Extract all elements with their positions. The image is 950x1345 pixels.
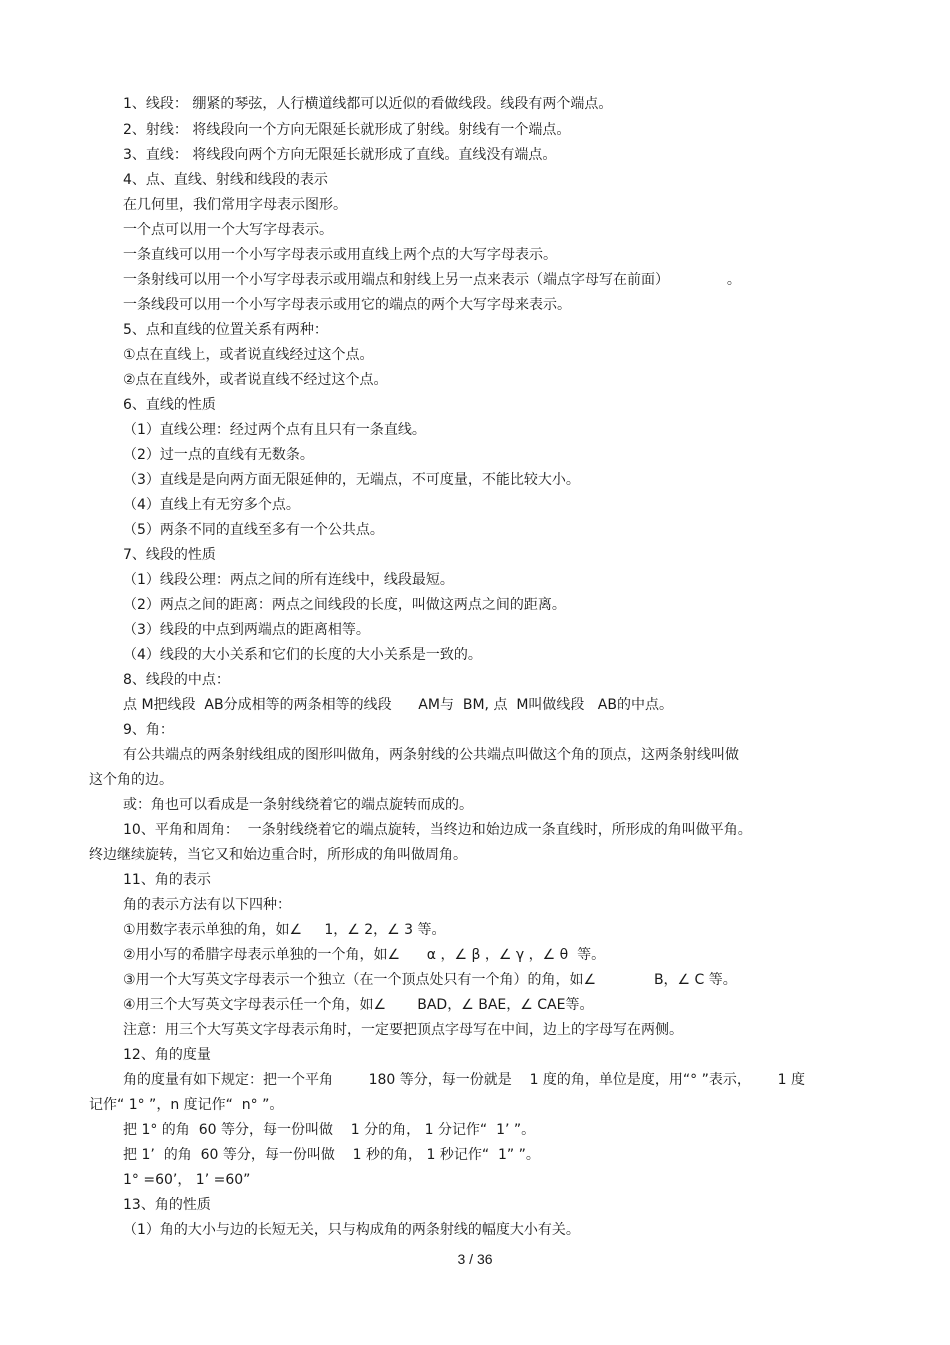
- text-line: 13、角的性质: [123, 1197, 211, 1213]
- text-line: 在几何里，我们常用字母表示图形。: [123, 197, 347, 213]
- text-line: 1、线段： 绷紧的琴弦，人行横道线都可以近似的看做线段。线段有两个端点。: [123, 96, 613, 112]
- text-line: 或：角也可以看成是一条射线绕着它的端点旋转而成的。: [123, 797, 473, 813]
- text-line: 记作“ 1° ”，n 度记作“ n° ”。: [89, 1097, 284, 1113]
- text-line: 1° =60’， 1’ =60”: [123, 1172, 251, 1188]
- text-line: （2）过一点的直线有无数条。: [123, 447, 314, 463]
- text-line: 终边继续旋转，当它又和始边重合时，所形成的角叫做周角。: [89, 847, 467, 863]
- text-line: ①点在直线上，或者说直线经过这个点。: [123, 347, 374, 363]
- page-number: 3 / 36: [457, 1251, 493, 1267]
- text-line: （3）线段的中点到两端点的距离相等。: [123, 622, 370, 638]
- text-line: （1）线段公理：两点之间的所有连线中，线段最短。: [123, 572, 454, 588]
- text-line: ②用小写的希腊字母表示单独的一个角，如∠ α ，∠ β ，∠ γ ，∠ θ 等。: [123, 947, 606, 963]
- text-line: 一条射线可以用一个小写字母表示或用端点和射线上另一点来表示（端点字母写在前面） 。: [123, 272, 741, 288]
- text-line: ①用数字表示单独的角，如∠ 1，∠ 2，∠ 3 等。: [123, 922, 446, 938]
- text-line: 9、角：: [123, 722, 174, 738]
- text-line: 一条线段可以用一个小写字母表示或用它的端点的两个大写字母来表示。: [123, 297, 571, 313]
- text-line: 10、平角和周角： 一条射线绕着它的端点旋转，当终边和始边成一条直线时，所形成的角叫做平角。: [123, 822, 752, 838]
- text-line: ③用一个大写英文字母表示一个独立（在一个顶点处只有一个角）的角，如∠ B，∠ C 等。: [123, 972, 737, 988]
- text-line: 2、射线： 将线段向一个方向无限延长就形成了射线。射线有一个端点。: [123, 122, 571, 138]
- text-line: 8、线段的中点：: [123, 672, 230, 688]
- text-line: 一个点可以用一个大写字母表示。: [123, 222, 333, 238]
- text-line: 角的度量有如下规定：把一个平角 180 等分，每一份就是 1 度的角，单位是度，用“° ”表示， 1 度: [123, 1072, 805, 1088]
- text-line: （4）直线上有无穷多个点。: [123, 497, 300, 513]
- text-line: ②点在直线外，或者说直线不经过这个点。: [123, 372, 388, 388]
- text-line: 注意：用三个大写英文字母表示角时，一定要把顶点字母写在中间，边上的字母写在两侧。: [123, 1022, 683, 1038]
- text-line: 点 M把线段 AB分成相等的两条相等的线段 AM与 BM, 点 M叫做线段 AB的中点。: [123, 697, 673, 713]
- text-line: （4）线段的大小关系和它们的长度的大小关系是一致的。: [123, 647, 482, 663]
- text-line: （3）直线是是向两方面无限延伸的，无端点，不可度量，不能比较大小。: [123, 472, 580, 488]
- text-line: 把 1° 的角 60 等分，每一份叫做 1 分的角， 1 分记作“ 1’ ”。: [123, 1122, 536, 1138]
- text-line: 一条直线可以用一个小写字母表示或用直线上两个点的大写字母表示。: [123, 247, 557, 263]
- text-line: 5、点和直线的位置关系有两种：: [123, 322, 328, 338]
- text-line: ④用三个大写英文字母表示任一个角，如∠ BAD，∠ BAE，∠ CAE等。: [123, 997, 594, 1013]
- text-line: （1）直线公理：经过两个点有且只有一条直线。: [123, 422, 426, 438]
- text-line: 7、线段的性质: [123, 547, 216, 563]
- text-line: （5）两条不同的直线至多有一个公共点。: [123, 522, 384, 538]
- text-line: （1）角的大小与边的长短无关，只与构成角的两条射线的幅度大小有关。: [123, 1222, 580, 1238]
- text-line: 有公共端点的两条射线组成的图形叫做角，两条射线的公共端点叫做这个角的顶点，这两条射线叫做: [123, 747, 739, 763]
- text-line: 角的表示方法有以下四种：: [123, 897, 291, 913]
- text-line: 6、直线的性质: [123, 397, 216, 413]
- text-line: 11、角的表示: [123, 872, 211, 888]
- text-line: 3、直线： 将线段向两个方向无限延长就形成了直线。直线没有端点。: [123, 147, 557, 163]
- text-line: 12、角的度量: [123, 1047, 211, 1063]
- text-line: （2）两点之间的距离：两点之间线段的长度，叫做这两点之间的距离。: [123, 597, 566, 613]
- text-line: 4、点、直线、射线和线段的表示: [123, 172, 328, 188]
- text-line: 把 1’ 的角 60 等分，每一份叫做 1 秒的角， 1 秒记作“ 1” ”。: [123, 1147, 540, 1163]
- text-line: 这个角的边。: [89, 772, 173, 788]
